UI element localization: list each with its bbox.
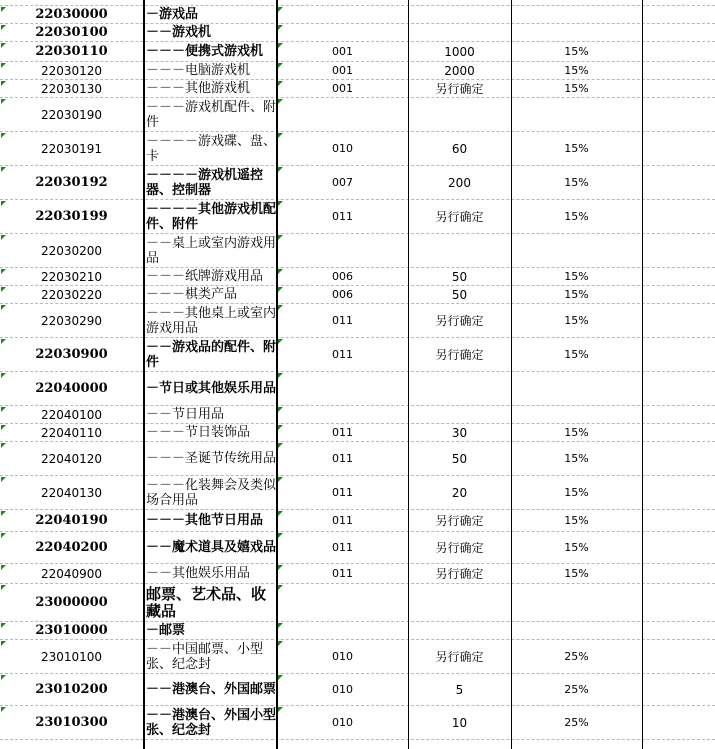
table-row [0,80,715,98]
price-cell[interactable]: 20 [451,485,468,500]
tariff-code-cell[interactable]: 22040100 [40,407,103,422]
unit-code-cell[interactable]: 010 [332,142,353,155]
error-indicator-icon [1,425,6,430]
empty-cell[interactable] [642,476,715,509]
error-indicator-icon [1,373,6,378]
error-indicator-icon [278,81,283,86]
item-description-cell[interactable]: －游戏品 [146,7,199,22]
table-row [0,640,715,674]
tariff-code-cell[interactable]: 22040120 [40,451,103,466]
item-description-cell[interactable]: －－港澳台、外国邮票 [146,682,277,697]
tariff-code-cell[interactable]: 22030130 [40,81,103,96]
table-row [0,406,715,424]
price-cell[interactable]: 另行确定 [435,348,484,362]
tax-rate-cell[interactable]: 15% [564,567,589,580]
empty-cell[interactable] [642,268,715,285]
item-description-cell[interactable]: －－－节日装饰品 [146,425,251,440]
error-indicator-icon [1,25,6,30]
error-indicator-icon [278,339,283,344]
tax-rate-cell[interactable]: 25% [564,716,589,729]
tariff-code-cell[interactable]: 23010300 [35,715,108,730]
tariff-code-cell[interactable] [0,740,143,749]
price-cell[interactable] [408,740,511,749]
table-row [0,42,715,62]
tariff-code-cell[interactable]: 22030900 [35,347,108,362]
tariff-code-cell[interactable]: 23010100 [40,649,103,664]
empty-cell[interactable] [642,740,715,749]
tariff-code-cell[interactable]: 22030220 [40,287,103,302]
table-row [0,564,715,584]
table-row [0,200,715,234]
empty-cell[interactable] [642,166,715,199]
item-description-cell[interactable]: －－－便携式游戏机 [146,44,264,59]
table-row [0,132,715,166]
unit-code-cell[interactable]: 007 [332,176,353,189]
error-indicator-icon [278,269,283,274]
item-description-cell[interactable]: －－－其他游戏机 [146,81,251,96]
tariff-code-cell[interactable]: 22040190 [35,513,108,528]
unit-code-cell[interactable]: 001 [332,82,353,95]
price-cell[interactable]: 2000 [444,63,475,78]
error-indicator-icon [1,565,6,570]
price-cell[interactable]: 50 [451,269,468,284]
table-row [0,706,715,740]
price-cell[interactable] [408,584,511,621]
tax-rate-cell[interactable]: 15% [564,541,589,554]
error-indicator-icon [278,533,283,538]
table-row [0,268,715,286]
unit-code-cell[interactable] [277,622,408,639]
tax-rate-cell[interactable] [511,6,642,23]
error-indicator-icon [278,99,283,104]
empty-cell[interactable] [642,640,715,673]
error-indicator-icon [278,287,283,292]
empty-cell[interactable] [642,62,715,79]
price-cell[interactable] [408,6,511,23]
tariff-code-cell[interactable]: 22030000 [35,7,108,22]
error-indicator-icon [278,623,283,628]
item-description-cell[interactable] [143,740,277,749]
empty-cell[interactable] [642,98,715,131]
error-indicator-icon [1,287,6,292]
error-indicator-icon [278,133,283,138]
table-row [0,6,715,24]
column-border [408,0,409,749]
error-indicator-icon [278,25,283,30]
empty-cell[interactable] [642,674,715,705]
tariff-code-cell[interactable]: 22040110 [40,425,103,440]
error-indicator-icon [278,585,283,590]
error-indicator-icon [278,43,283,48]
tariff-code-cell[interactable]: 22030192 [35,175,108,190]
unit-code-cell[interactable]: 001 [332,45,353,58]
error-indicator-icon [1,63,6,68]
empty-cell[interactable] [642,424,715,441]
error-indicator-icon [1,81,6,86]
item-description-cell[interactable] [143,0,277,5]
table-row [0,584,715,622]
error-indicator-icon [278,707,283,712]
item-description-cell[interactable]: －－－其他桌上或室内游戏用品 [146,305,277,336]
tax-rate-cell[interactable] [511,584,642,621]
unit-code-cell[interactable]: 001 [332,64,353,77]
table-row [0,98,715,132]
item-description-cell[interactable]: －－－化装舞会及类似场合用品 [146,477,277,508]
error-indicator-icon [278,641,283,646]
error-indicator-icon [1,585,6,590]
unit-code-cell[interactable]: 011 [332,314,353,327]
empty-cell[interactable] [642,200,715,233]
price-cell[interactable] [408,0,511,5]
error-indicator-icon [1,235,6,240]
unit-code-cell[interactable]: 011 [332,514,353,527]
empty-cell[interactable] [642,706,715,739]
tariff-code-cell[interactable]: 22030190 [40,107,103,122]
error-indicator-icon [278,63,283,68]
tax-rate-cell[interactable]: 15% [564,514,589,527]
tariff-code-cell[interactable]: 22040900 [40,566,103,581]
tax-rate-cell[interactable] [511,622,642,639]
empty-cell[interactable] [642,286,715,303]
table-row [0,476,715,510]
empty-cell[interactable] [642,442,715,475]
error-indicator-icon [278,305,283,310]
price-cell[interactable] [408,622,511,639]
empty-cell[interactable] [642,0,715,5]
table-row [0,166,715,200]
tariff-code-cell[interactable]: 22030191 [40,141,103,156]
table-row [0,424,715,442]
empty-cell[interactable] [642,132,715,165]
tariff-code-cell[interactable]: 23010000 [35,623,108,638]
tax-rate-cell[interactable]: 15% [564,314,589,327]
item-description-cell[interactable]: －－节日用品 [146,407,225,422]
error-indicator-icon [1,201,6,206]
price-cell[interactable]: 50 [451,287,468,302]
price-cell[interactable]: 另行确定 [435,82,484,96]
error-indicator-icon [278,565,283,570]
empty-cell[interactable] [642,338,715,371]
tax-rate-cell[interactable] [511,24,642,41]
error-indicator-icon [278,425,283,430]
tax-rate-cell[interactable]: 15% [564,176,589,189]
error-indicator-icon [278,675,283,680]
item-description-cell[interactable]: －－游戏机 [146,25,212,40]
price-cell[interactable]: 5 [455,682,464,697]
column-border [642,0,643,749]
unit-code-cell[interactable] [277,6,408,23]
tax-rate-cell[interactable]: 15% [564,426,589,439]
error-indicator-icon [278,373,283,378]
error-indicator-icon [1,305,6,310]
error-indicator-icon [278,201,283,206]
tax-rate-cell[interactable]: 15% [564,45,589,58]
price-cell[interactable]: 另行确定 [435,541,484,555]
item-description-cell[interactable]: 邮票、艺术品、收藏品 [146,584,267,620]
table-row [0,622,715,640]
unit-code-cell[interactable] [277,98,408,131]
unit-code-cell[interactable]: 011 [332,541,353,554]
unit-code-cell[interactable] [277,372,408,405]
tariff-code-cell[interactable]: 22030210 [40,269,103,284]
tariff-code-cell[interactable]: 22030100 [35,25,108,40]
unit-code-cell[interactable]: 011 [332,486,353,499]
error-indicator-icon [1,43,6,48]
unit-code-cell[interactable] [277,0,408,5]
unit-code-cell[interactable]: 006 [332,288,353,301]
unit-code-cell[interactable] [277,234,408,267]
error-indicator-icon [1,511,6,516]
price-cell[interactable] [408,372,511,405]
empty-cell[interactable] [642,584,715,621]
unit-code-cell[interactable]: 011 [332,452,353,465]
table-row [0,286,715,304]
tax-rate-cell[interactable] [511,0,642,5]
column-border [143,0,145,749]
tariff-code-cell[interactable]: 22040200 [35,540,108,555]
table-row [0,234,715,268]
error-indicator-icon [278,511,283,516]
item-description-cell[interactable]: －－－纸牌游戏用品 [146,269,264,284]
price-cell[interactable]: 10 [451,715,468,730]
tax-rate-cell[interactable] [511,406,642,423]
error-indicator-icon [278,235,283,240]
error-indicator-icon [1,339,6,344]
tax-rate-cell[interactable]: 15% [564,64,589,77]
error-indicator-icon [1,641,6,646]
table-row [0,304,715,338]
table-row [0,674,715,706]
empty-cell[interactable] [642,406,715,423]
tariff-code-cell[interactable] [0,0,143,5]
empty-cell[interactable] [642,234,715,267]
column-border [511,0,512,749]
tariff-code-cell[interactable]: 22030290 [40,313,103,328]
tariff-code-cell[interactable]: 23010200 [35,682,108,697]
error-indicator-icon [1,623,6,628]
tax-rate-cell[interactable]: 15% [564,142,589,155]
error-indicator-icon [278,407,283,412]
error-indicator-icon [1,707,6,712]
error-indicator-icon [1,99,6,104]
price-cell[interactable]: 另行确定 [435,210,484,224]
tax-rate-cell[interactable]: 15% [564,210,589,223]
error-indicator-icon [1,167,6,172]
error-indicator-icon [278,7,283,12]
empty-cell[interactable] [642,564,715,583]
tariff-code-cell[interactable]: 22030199 [35,209,108,224]
price-cell[interactable]: 另行确定 [435,567,484,581]
item-description-cell[interactable]: －－其他娱乐用品 [146,566,251,581]
table-row [0,532,715,564]
item-description-cell[interactable]: －－－棋类产品 [146,287,238,302]
unit-code-cell[interactable] [277,24,408,41]
price-cell[interactable]: 30 [451,425,468,440]
item-description-cell[interactable]: －－－游戏机配件、附件 [146,99,277,130]
error-indicator-icon [1,477,6,482]
price-cell[interactable] [408,406,511,423]
table-row [0,24,715,42]
tax-rate-cell[interactable]: 15% [564,486,589,499]
column-border [276,0,278,749]
table-row [0,338,715,372]
unit-code-cell[interactable]: 006 [332,270,353,283]
unit-code-cell[interactable] [277,584,408,621]
tariff-code-cell[interactable]: 23000000 [35,595,108,610]
empty-cell[interactable] [642,532,715,563]
error-indicator-icon [278,167,283,172]
unit-code-cell[interactable]: 011 [332,567,353,580]
table-row [0,740,715,749]
unit-code-cell[interactable]: 011 [332,210,353,223]
empty-cell[interactable] [642,372,715,405]
price-cell[interactable] [408,234,511,267]
price-cell[interactable]: 50 [451,451,468,466]
tariff-code-cell[interactable]: 22040130 [40,485,103,500]
unit-code-cell[interactable]: 010 [332,716,353,729]
tax-rate-cell[interactable]: 15% [564,82,589,95]
unit-code-cell[interactable]: 010 [332,683,353,696]
error-indicator-icon [1,407,6,412]
empty-cell[interactable] [642,510,715,531]
price-cell[interactable] [408,98,511,131]
tax-rate-cell[interactable] [511,740,642,749]
item-description-cell[interactable]: －邮票 [146,623,186,638]
empty-cell[interactable] [642,6,715,23]
error-indicator-icon [1,443,6,448]
item-description-cell[interactable]: －－－其他节日用品 [146,513,264,528]
tariff-code-cell[interactable]: 22040000 [35,381,108,396]
item-description-cell[interactable]: －－魔术道具及嬉戏品 [146,540,277,555]
empty-cell[interactable] [642,304,715,337]
price-cell[interactable] [408,24,511,41]
error-indicator-icon [278,443,283,448]
unit-code-cell[interactable]: 010 [332,650,353,663]
unit-code-cell[interactable]: 011 [332,348,353,361]
item-description-cell[interactable]: －－桌上或室内游戏用品 [146,235,277,266]
tariff-code-cell[interactable]: 22030200 [40,243,103,258]
unit-code-cell[interactable] [277,740,408,749]
tax-rate-cell[interactable]: 15% [564,452,589,465]
empty-cell[interactable] [642,622,715,639]
tariff-code-cell[interactable]: 22030110 [35,44,108,59]
item-description-cell[interactable]: －－－圣诞节传统用品 [146,451,277,466]
tax-rate-cell[interactable]: 25% [564,650,589,663]
table-row [0,372,715,406]
empty-cell[interactable] [642,42,715,61]
table-row [0,510,715,532]
error-indicator-icon [1,533,6,538]
item-description-cell[interactable]: －－－－游戏机遥控器、控制器 [146,167,264,198]
error-indicator-icon [1,7,6,12]
error-indicator-icon [278,477,283,482]
price-cell[interactable]: 另行确定 [435,514,484,528]
unit-code-cell[interactable] [277,406,408,423]
price-cell[interactable]: 1000 [444,44,475,59]
tax-rate-cell[interactable] [511,372,642,405]
price-cell[interactable]: 另行确定 [435,314,484,328]
tax-rate-cell[interactable]: 15% [564,270,589,283]
unit-code-cell[interactable]: 011 [332,426,353,439]
price-cell[interactable]: 另行确定 [435,650,484,664]
item-description-cell[interactable]: －－－电脑游戏机 [146,63,251,78]
table-row [0,442,715,476]
item-description-cell[interactable]: －－中国邮票、小型张、纪念封 [146,641,264,672]
price-cell[interactable]: 60 [451,141,468,156]
tariff-code-cell[interactable]: 22030120 [40,63,103,78]
item-description-cell[interactable]: －节日或其他娱乐用品 [146,381,277,396]
tax-rate-cell[interactable] [511,234,642,267]
error-indicator-icon [1,269,6,274]
item-description-cell[interactable]: －－港澳台、外国小型张、纪念封 [146,707,277,738]
tax-rate-cell[interactable] [511,98,642,131]
empty-cell[interactable] [642,24,715,41]
error-indicator-icon [1,133,6,138]
tax-rate-cell[interactable]: 15% [564,288,589,301]
item-description-cell[interactable]: －－游戏品的配件、附件 [146,339,277,370]
price-cell[interactable]: 200 [448,175,471,190]
tax-rate-cell[interactable]: 25% [564,683,589,696]
error-indicator-icon [1,675,6,680]
tax-rate-cell[interactable]: 15% [564,348,589,361]
table-row [0,62,715,80]
item-description-cell[interactable]: －－－－游戏碟、盘、卡 [146,133,277,164]
item-description-cell[interactable]: －－－－其他游戏机配件、附件 [146,201,277,232]
empty-cell[interactable] [642,80,715,97]
